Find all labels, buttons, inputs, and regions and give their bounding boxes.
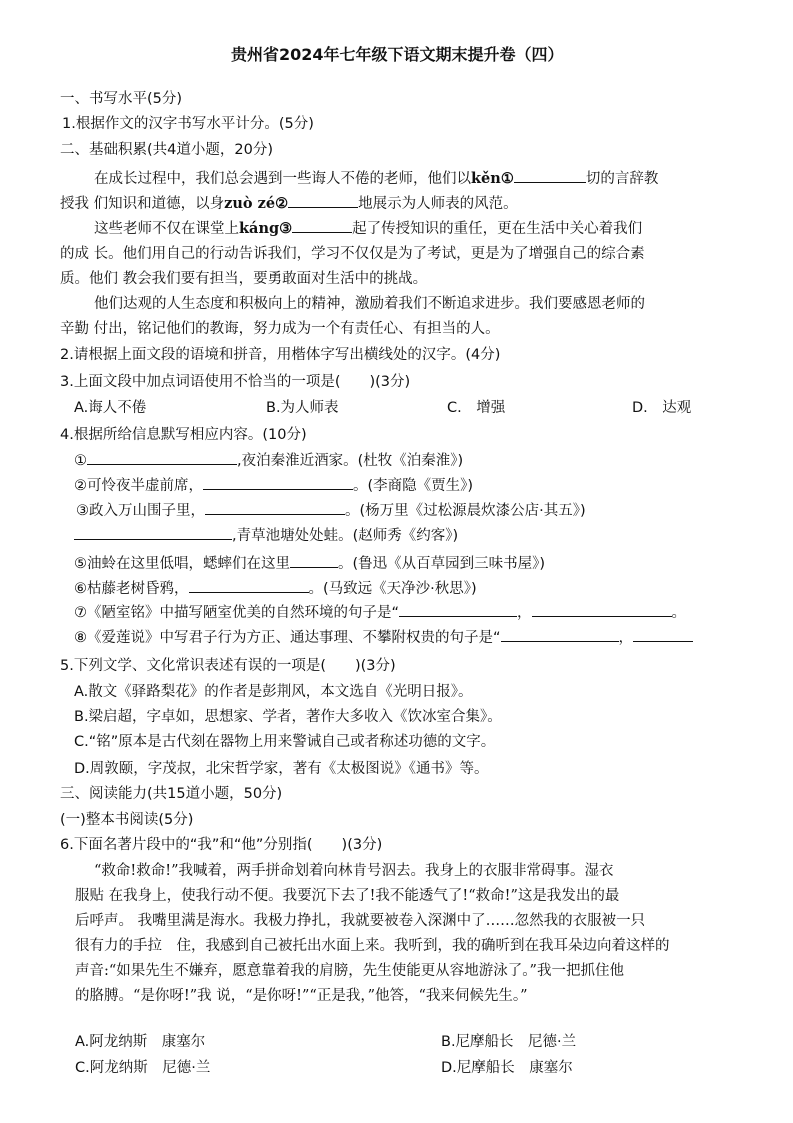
question-6: 6.下面名著片段中的“我”和“他”分别指( )(3分) [60,837,383,853]
q6-option-a[interactable]: A.阿龙纳斯 康塞尔 [75,1034,206,1050]
q5-option-a[interactable]: A.散文《驿路梨花》的作者是彭荆风，本文选自《光明日报》。 [74,684,473,700]
q4-item-6: ⑥枯藤老树昏鸦， 。(马致远《天净沙·秋思》) [74,578,477,599]
q3-option-b[interactable]: B.为人师表 [266,400,339,416]
q3-option-a[interactable]: A.诲人不倦 [74,400,147,416]
q4-item-4: ,青草池塘处处蛙。(赵师秀《约客》) [74,525,458,546]
q4-item-7: ⑦《陋室铭》中描写陋室优美的自然环境的句子是“ ， 。 [74,602,686,623]
q4-item-8: ⑧《爱莲说》中写君子行为方正、通达事理、不攀附权贵的句子是“ ， [74,627,693,648]
question-2: 2.请根据上面文段的语境和拼音，用楷体字写出横线处的汉字。(4分) [60,347,501,363]
subsection-1-heading: (一)整本书阅读(5分) [60,812,194,828]
section-1-heading: 一、书写水平(5分) [60,91,183,107]
q4-blank-3[interactable] [205,500,345,515]
passage-line-5: 质。他们 教会我们要有担当，要勇敢面对生活中的挑战。 [60,271,428,287]
q4-item-3: ③政入万山围子里， 。(杨万里《过松源晨炊漆公店·其五》) [76,500,586,521]
question-5: 5.下列文学、文化常识表述有误的一项是( )(3分) [60,658,396,674]
q4-blank-7b[interactable] [532,602,672,617]
q3-option-c[interactable]: C. 增强 [447,400,506,416]
q3-option-d[interactable]: D. 达观 [632,400,692,416]
answer-blank-1[interactable] [514,168,586,183]
passage-line-3: 这些老师不仅在课堂上káng③ 起了传授知识的重任，更在生活中关心着我们 [94,220,643,237]
answer-blank-2[interactable] [288,193,358,208]
q4-blank-8b[interactable] [633,627,693,642]
q5-option-c[interactable]: C.“铭”原本是古代刻在器物上用来警诫自己或者称述功德的文字。 [74,734,496,750]
q4-blank-4[interactable] [74,525,232,540]
question-1: 1.根据作文的汉字书写水平计分。(5分) [62,116,314,132]
passage-line-6: 他们达观的人生态度和积极向上的精神，激励着我们不断追求进步。我们要感恩老师的 [94,296,645,312]
question-4: 4.根据所给信息默写相应内容。(10分) [60,427,307,443]
q4-blank-7a[interactable] [399,602,517,617]
q4-item-2: ②可怜夜半虚前席， 。(李商隐《贾生》) [74,475,473,496]
q5-option-b[interactable]: B.梁启超，字卓如，思想家、学者，著作大多收入《饮冰室合集》。 [74,709,502,725]
pinyin-1: kěn① [471,170,514,187]
passage-line-2: 授我 们知识和道德，以身zuò zé② 地展示为人师表的风范。 [60,195,518,212]
passage-line-4: 的成 长。他们用自己的行动告诉我们，学习不仅仅是为了考试，更是为了增强自己的综合素 [60,246,645,262]
q6-excerpt-line-6: 的胳膊。“是你呀!”我 说，“是你呀!”“正是我，”他答，“我来伺候先生。” [75,988,528,1004]
q5-option-d[interactable]: D.周敦颐，字茂叔，北宋哲学家，著有《太极图说》《通书》等。 [74,761,489,777]
section-2-heading: 二、基础积累(共4道小题，20分) [60,142,273,158]
q6-excerpt-line-1: “救命!救命!”我喊着，两手拼命划着向林肯号泅去。我身上的衣服非常碍事。湿衣 [94,863,614,879]
q6-excerpt-line-4: 很有力的手拉 住，我感到自己被托出水面上来。我听到，我的确听到在我耳朵边向着这样的 [75,938,670,954]
q4-item-1: ① ,夜泊秦淮近酒家。(杜牧《泊秦淮》) [74,450,463,471]
question-3: 3.上面文段中加点词语使用不恰当的一项是( )(3分) [60,374,411,390]
q6-excerpt-line-2: 服贴 在我身上，使我行动不便。我要沉下去了!我不能透气了!“救命!”这是我发出的最 [75,888,620,904]
pinyin-3: káng③ [239,220,293,237]
q6-excerpt-line-5: 声音:“如果先生不嫌弃，愿意靠着我的肩膀，先生使能更从容地游泳了。”我一把抓住他 [75,963,624,979]
passage-line-7: 辛勤 付出，铭记他们的教诲，努力成为一个有责任心、有担当的人。 [60,321,500,337]
answer-blank-3[interactable] [292,218,352,233]
q4-blank-6[interactable] [189,578,309,593]
q6-option-b[interactable]: B.尼摩船长 尼德·兰 [441,1034,577,1050]
pinyin-2: zuò zé② [224,195,289,212]
q6-option-d[interactable]: D.尼摩船长 康塞尔 [441,1060,573,1076]
q6-excerpt-line-3: 后呼声。 我嘴里满是海水。我极力挣扎，我就要被卷入深渊中了……忽然我的衣服被一只 [75,913,646,929]
passage-line-1: 在成长过程中，我们总会遇到一些诲人不倦的老师，他们以kěn① 切的言辞教 [94,170,659,187]
q4-blank-5[interactable] [290,553,338,568]
section-3-heading: 三、阅读能力(共15道小题，50分) [60,786,283,802]
q4-blank-1[interactable] [87,450,237,465]
q6-option-c[interactable]: C.阿龙纳斯 尼德·兰 [75,1060,211,1076]
q4-item-5: ⑤油蛉在这里低唱，蟋蟀们在这里 。(鲁迅《从百草园到三味书屋》) [74,553,545,574]
q4-blank-8a[interactable] [501,627,619,642]
page-title: 贵州省2024年七年级下语文期末提升卷（四） [231,45,564,64]
q4-blank-2[interactable] [203,475,353,490]
